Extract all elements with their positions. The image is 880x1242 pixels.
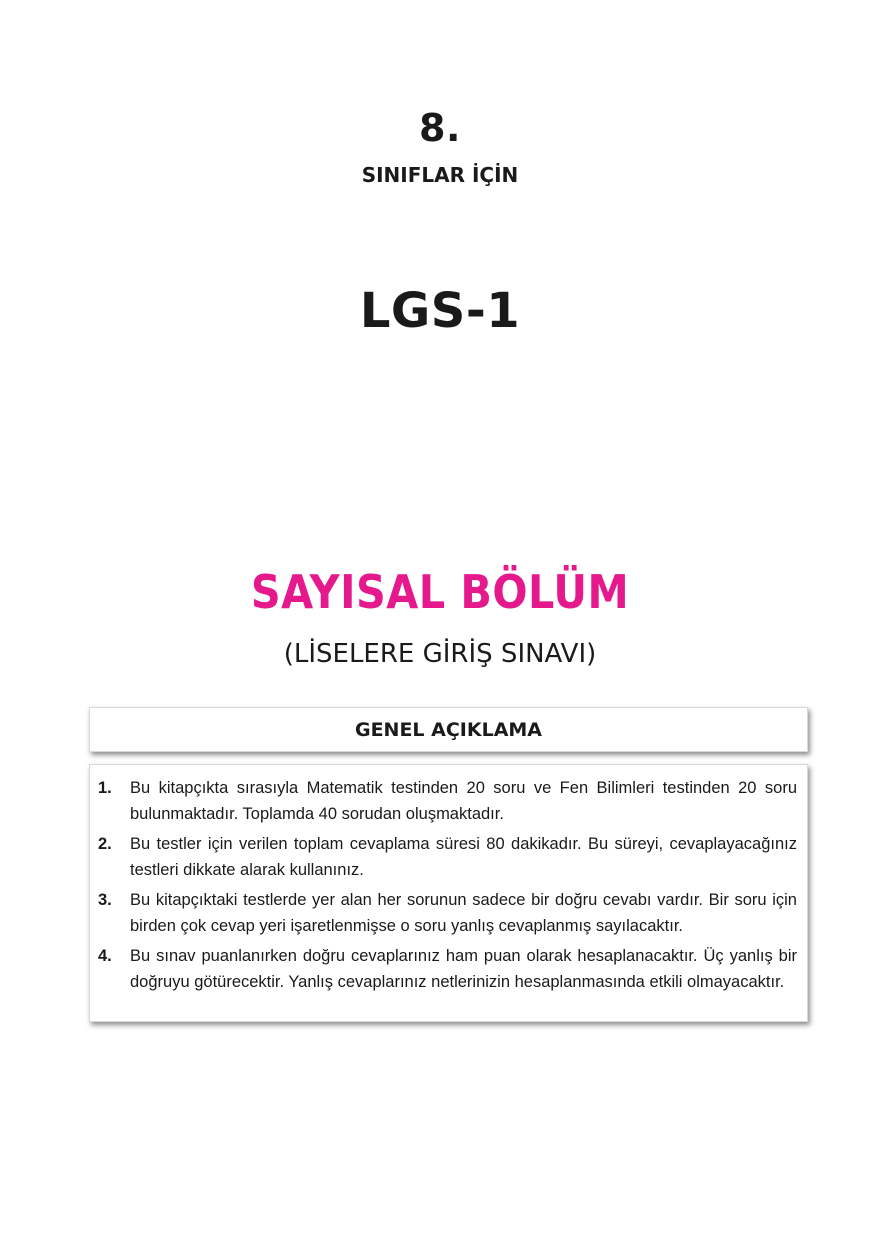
exam-code: LGS-1: [359, 283, 521, 339]
info-header-box: [89, 707, 808, 752]
info-body-box: [89, 764, 808, 1022]
item-number: 4.: [98, 947, 112, 965]
info-heading: GENEL AÇIKLAMA: [354, 718, 543, 741]
item-number: 2.: [98, 835, 112, 853]
info-item-2: [98, 831, 797, 883]
section-title: SAYISAL BÖLÜM: [250, 565, 630, 619]
item-number: 3.: [98, 891, 112, 909]
grade-number: 8.: [419, 106, 461, 150]
item-text: Bu kitapçıkta sırasıyla Matematik testinden 20 soru ve Fen Bilimleri testinden 20 soru bulunmaktadır. Toplamda 40 sorudan oluşmaktadır.: [130, 779, 797, 823]
item-number: 1.: [98, 779, 112, 797]
info-item-1: [98, 775, 797, 827]
item-text: Bu sınav puanlanırken doğru cevaplarınız ham puan olarak hesaplanacaktır. Üç yanlış bir doğruyu götürecektir. Yanlış cevaplarınız netlerinizin hesaplanmasında etkili olmayacaktır.: [130, 947, 797, 991]
info-list: [98, 775, 797, 995]
item-text: Bu testler için verilen toplam cevaplama süresi 80 dakikadır. Bu süreyi, cevaplayacağınız testleri dikkate alarak kullanınız.: [130, 835, 797, 879]
section-subtitle: (LİSELERE GİRİŞ SINAVI): [283, 639, 597, 669]
grade-label: SINIFLAR İÇİN: [361, 163, 519, 187]
item-text: Bu kitapçıktaki testlerde yer alan her sorunun sadece bir doğru cevabı vardır. Bir soru için birden çok cevap yeri işaretlenmişse o soru yanlış cevaplanmış sayılacaktır.: [130, 891, 797, 935]
info-item-3: [98, 887, 797, 939]
info-item-4: [98, 943, 797, 995]
